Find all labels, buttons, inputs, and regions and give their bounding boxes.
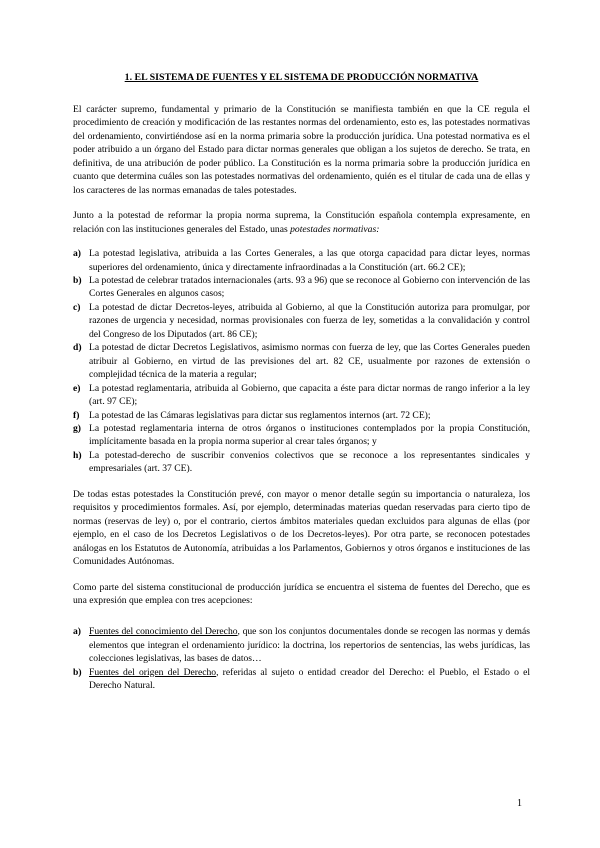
list-item	[73, 666, 530, 693]
list-item-text: , referidas al sujeto o entidad creador del Derecho: el Pueblo, el Estado o el Derecho Natural.	[89, 666, 530, 692]
list-item	[73, 625, 530, 665]
list-item	[73, 382, 530, 409]
paragraph-1: El carácter supremo, fundamental y primario de la Constitución se manifiesta también en que la CE regula el procedimiento de creación y modificación de las restantes normas del ordenamiento, esto es, las potestades normativas del ordenamiento, convirtiéndose así en la norma primaria sobre la producción jurídica. Una potestad normativa es el poder atribuido a un órgano del Estado para dictar normas generales que obligan a los sujetos de derecho. Se trata, en definitiva, de una atribución de poder público. La Constitución es la norma primaria sobre la producción jurídica en cuanto que determina cuáles son las potestades normativas del ordenamiento, quién es el titular de cada una de ellas y los caracteres de las normas emanadas de tales potestades.	[73, 104, 530, 196]
list-item	[73, 422, 530, 449]
list-marker: a)	[73, 248, 81, 260]
potestades-list	[73, 247, 530, 476]
paragraph-4: Como parte del sistema constitucional de producción jurídica se encuentra el sistema de fuentes del Derecho, que es una expresión que emplea con tres acepciones:	[73, 581, 530, 606]
list-marker: b)	[73, 666, 82, 678]
list-marker: h)	[73, 449, 82, 461]
list-item	[73, 341, 530, 381]
list-item-term: Fuentes del origen del Derecho	[89, 666, 217, 678]
list-item-term: Fuentes del conocimiento del Derecho	[89, 626, 238, 638]
list-item	[73, 409, 530, 422]
list-item	[73, 301, 530, 341]
list-marker: d)	[73, 342, 82, 354]
paragraph-2-italic: potestades normativas:	[290, 223, 380, 235]
list-marker: a)	[73, 626, 81, 638]
fuentes-list	[73, 625, 530, 692]
list-marker: f)	[73, 409, 80, 421]
document-page	[73, 72, 530, 693]
list-item-text: La potestad reglamentaria interna de otros órganos o instituciones contemplados por la propia Constitución, implícitamente basada en la propia norma superior al crear tales órganos; y	[89, 422, 530, 448]
list-item	[73, 247, 530, 274]
list-item-text: La potestad-derecho de suscribir convenios colectivos que se reconoce a los representantes sindicales y empresariales (art. 37 CE).	[89, 449, 530, 475]
list-item-text: La potestad de celebrar tratados internacionales (arts. 93 a 96) que se reconoce al Gobierno con intervención de las Cortes Generales en algunos casos;	[89, 274, 530, 300]
list-item-text: La potestad reglamentaria, atribuida al Gobierno, que capacita a éste para dictar normas de rango inferior a la ley (art. 97 CE);	[89, 382, 530, 408]
section-title: 1. EL SISTEMA DE FUENTES Y EL SISTEMA DE PRODUCCIÓN NORMATIVA	[124, 72, 479, 83]
list-marker: c)	[73, 301, 81, 313]
list-marker: e)	[73, 382, 81, 394]
paragraph-2-text: Junto a la potestad de reformar la propia norma suprema, la Constitución española contempla expresamente, en relación con las instituciones generales del Estado, unas	[73, 210, 530, 235]
list-item	[73, 274, 530, 301]
list-item-text: La potestad de las Cámaras legislativas para dictar sus reglamentos internos (art. 72 CE);	[89, 409, 431, 421]
list-item-text: , que son los conjuntos documentales donde se recogen las normas y demás elementos que integran el ordenamiento jurídico: la doctrina, los repertorios de sentencias, las webs jurídicas, las colecciones legislativas, las bases de datos…	[89, 626, 530, 665]
list-item-text: La potestad de dictar Decretos-leyes, atribuida al Gobierno, al que la Constitución autoriza para promulgar, por razones de urgencia y necesidad, normas provisionales con fuerza de ley, sometidas a la convalidación y control del Congreso de los Diputados (art. 86 CE);	[89, 301, 530, 340]
paragraph-2	[73, 209, 530, 236]
list-marker: g)	[73, 422, 81, 434]
page-number: 1	[517, 798, 522, 809]
list-item-text: La potestad de dictar Decretos Legislativos, asimismo normas con fuerza de ley, que las Cortes Generales pueden atribuir al Gobierno, en virtud de las previsiones del art. 82 CE, usualmente por razones de extensión o complejidad técnica de la materia a regular;	[89, 342, 530, 381]
list-marker: b)	[73, 274, 82, 286]
list-item	[73, 449, 530, 476]
paragraph-3: De todas estas potestades la Constitución prevé, con mayor o menor detalle según su importancia o naturaleza, los requisitos y procedimientos formales. Así, por ejemplo, determinadas materias quedan reservadas para cierto tipo de normas (reservas de ley) o, por el contrario, ciertos ámbitos materiales quedan excluidos para algunas de ellas (por ejemplo, en el caso de los Decretos Legislativos o de los Decretos-leyes). Por otra parte, se reconocen potestades análogas en los Estatutos de Autonomía, atribuidas a los Parlamentos, Gobiernos y otros órganos e instituciones de las Comunidades Autónomas.	[73, 488, 530, 568]
list-item-text: La potestad legislativa, atribuida a las Cortes Generales, a las que otorga capacidad para dictar leyes, normas superiores del ordenamiento, única y directamente infraordinadas a la Constitución (art. 66.2 CE);	[89, 248, 530, 273]
